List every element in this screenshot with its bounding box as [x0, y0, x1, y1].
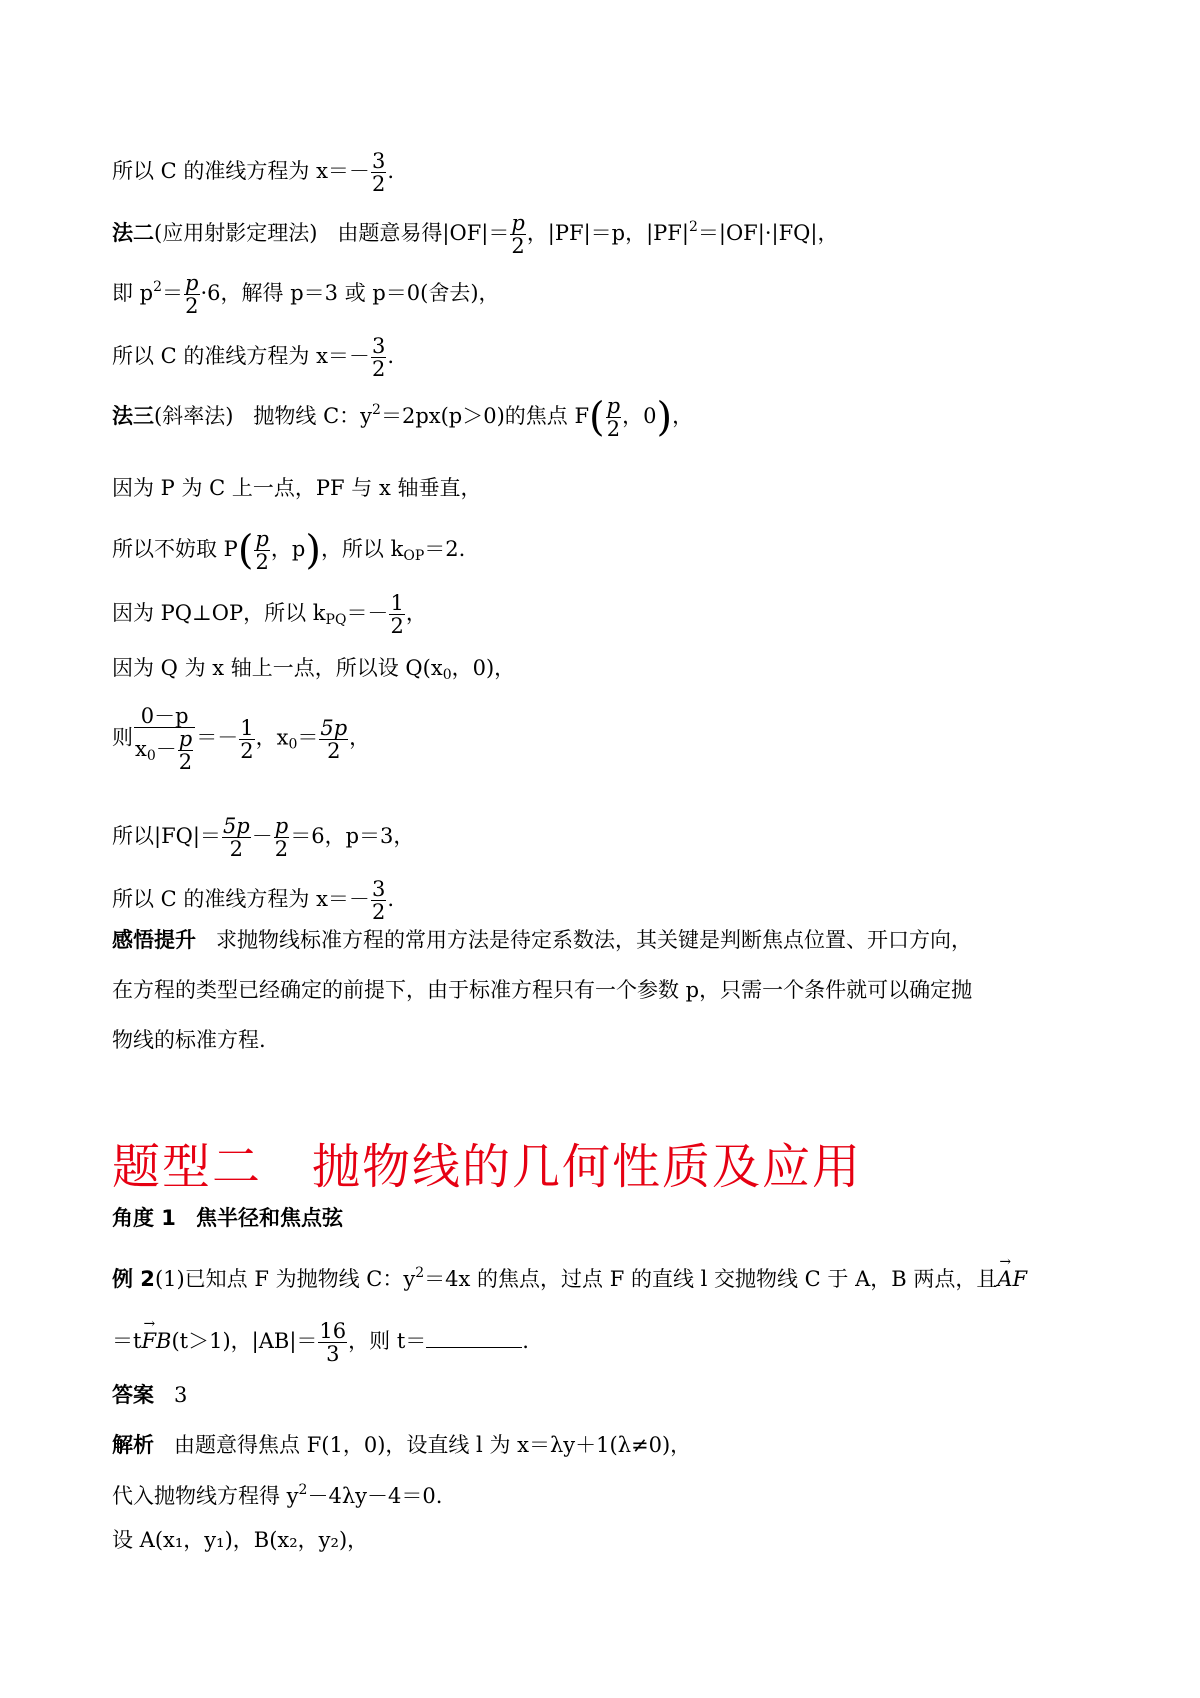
fraction: $\frac{1}{2}$ [240, 715, 254, 763]
fraction: $\frac{3}{2}$ [371, 334, 386, 382]
fraction: $\frac{p}{2}$ [511, 211, 525, 259]
method-two-line: 法二(应用射影定理法) 由题意易得|OF|＝ $\frac{p}{2}$ ，|PF|＝p，$|PF|^2=|OF|\cdot|FQ|$， [112, 211, 839, 259]
vector-fb: → FB [141, 1331, 171, 1352]
solution-line-1: 解析 由题意得焦点 F(1，0)，设直线 l 为 x＝λy＋1(λ≠0)， [112, 1433, 692, 1457]
slope-pq-line: 因为 PQ⊥OP，所以 $k_{PQ}=-$ $\frac{1}{2}$ ， [112, 591, 427, 639]
fraction: $\frac{p}{2}$ [274, 814, 289, 862]
fraction: $\frac{p}{2}$ [606, 394, 621, 442]
directrix-line-3: 所以 C 的准线方程为 x＝－ $\frac{3}{2}$ . [112, 877, 394, 925]
solve-p-line: 即 $p^2=$ $\frac{p}{2}$ ·6，解得 p＝3 或 p＝0(舍去)， [112, 271, 500, 319]
method-three-line: 法三(斜率法) 抛物线 C：$y^2=2px(p>0)$的焦点 F( $\frac{p}{2}$ ，0)， [112, 394, 694, 442]
fraction: $\frac{3}{2}$ [371, 149, 386, 197]
solution-line-3: 设 A(x₁，y₁)，B(x₂，y₂)， [112, 1528, 369, 1552]
fraction: 0－p $x_0-$ $\frac{p}{2}$ [134, 705, 195, 773]
fraction: $\frac{5p}{2}$ [222, 814, 250, 862]
fraction: $\frac{1}{2}$ [390, 591, 404, 639]
fraction: $\frac{5p}{2}$ [320, 715, 348, 763]
answer-blank [426, 1329, 522, 1348]
fraction: $\frac{16}{3}$ [319, 1319, 347, 1367]
section-title: 题型二 抛物线的几何性质及应用 [112, 1139, 863, 1195]
directrix-line-1: 所以 C 的准线方程为 x＝－ $\frac{3}{2}$ . [112, 149, 394, 197]
solution-line-2: 代入抛物线方程得 $y^2-4\lambda y-4=0$. [112, 1482, 443, 1508]
q-point-line: 因为 Q 为 x 轴上一点，所以设 $Q(x_0$，0)， [112, 656, 516, 683]
example-line-2: ＝t→ FB(t＞1)，|AB|＝ $\frac{16}{3}$ ，则 t＝ . [112, 1320, 529, 1365]
fraction: $\frac{p}{2}$ [255, 527, 269, 575]
fraction: $\frac{p}{2}$ [185, 271, 199, 319]
ratio-line: 则 0－p $x_0-$ $\frac{p}{2}$ ＝－ $\frac{1}{2}$ ，$x_0=$ $\frac{5p}{2}$ ， [112, 704, 371, 775]
insight-line-2: 在方程的类型已经确定的前提下，由于标准方程只有一个参数 p，只需一个条件就可以确定抛 [112, 978, 973, 1002]
vector-af: → AF [997, 1269, 1027, 1290]
insight-line-3: 物线的标准方程. [112, 1028, 266, 1052]
take-p-line: 所以不妨取 P( $\frac{p}{2}$ ，p)，所以 $k_{OP}=2$. [112, 527, 466, 575]
directrix-line-2: 所以 C 的准线方程为 x＝－ $\frac{3}{2}$ . [112, 334, 394, 382]
perpendicular-line: 因为 P 为 C 上一点，PF 与 x 轴垂直， [112, 476, 482, 500]
fraction: $\frac{p}{2}$ [178, 727, 193, 775]
fq-line: 所以|FQ|＝ $\frac{5p}{2}$ － $\frac{p}{2}$ ＝6，p＝3， [112, 814, 415, 862]
answer-line: 答案 3 [112, 1383, 188, 1407]
fraction: $\frac{3}{2}$ [371, 877, 386, 925]
angle-heading: 角度 1 焦半径和焦点弦 [112, 1206, 343, 1230]
insight-line-1: 感悟提升 求抛物线标准方程的常用方法是待定系数法，其关键是判断焦点位置、开口方向， [112, 928, 973, 952]
example-line-1: 例 2(1)已知点 F 为抛物线 C：$y^2=4x$ 的焦点，过点 F 的直线 l 交抛物线 C 于 A，B 两点，且→ AF [112, 1266, 1027, 1290]
